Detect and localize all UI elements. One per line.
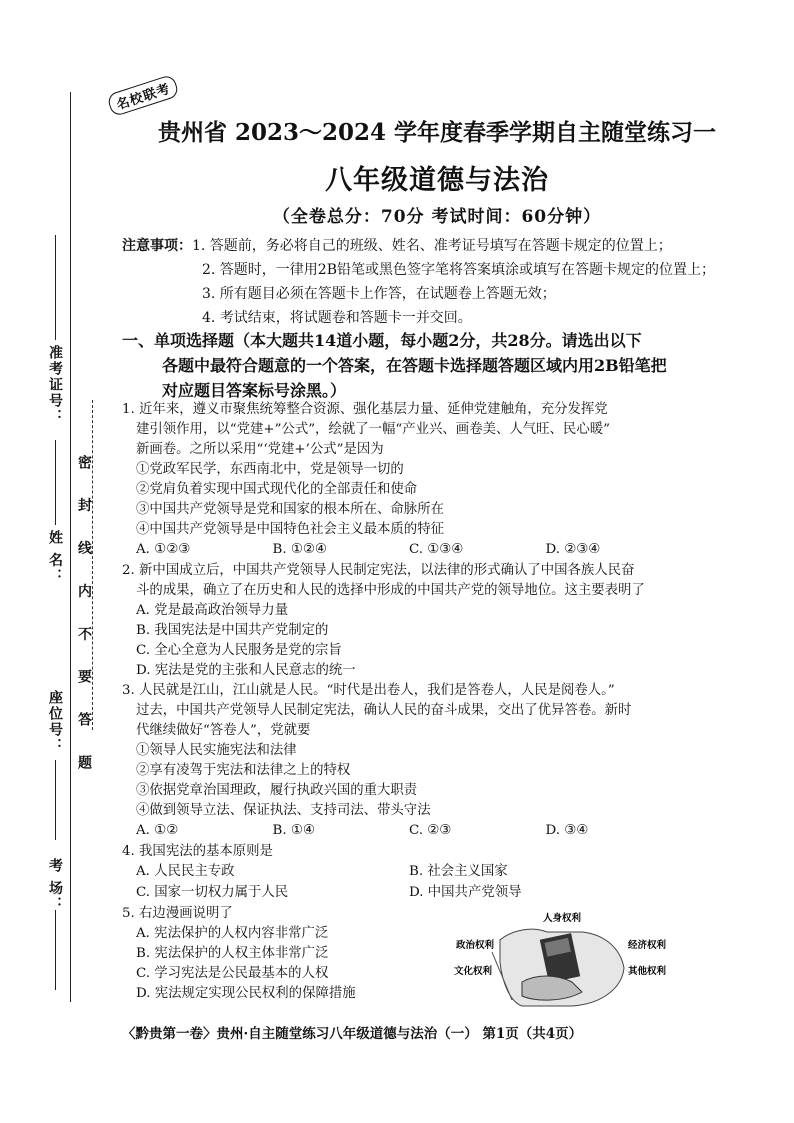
choice-d: D. 宪法规定实现公民权利的保障措施 — [136, 986, 356, 1001]
page-footer: 〈黔贵第一卷〉贵州·自主随堂练习八年级道德与法治（一） 第1页（共4页） — [122, 1026, 583, 1042]
rights-cartoon — [452, 912, 677, 1008]
choice-d: D. 中国共产党领导 — [409, 885, 522, 900]
cartoon-label-right2: 其他权利 — [628, 966, 667, 977]
choice-b: B. 我国宪法是中国共产党制定的 — [136, 623, 329, 638]
choice-d: D. ②③④ — [545, 542, 601, 557]
section-heading — [122, 328, 722, 403]
answer-choices — [122, 862, 682, 883]
question-stem: 过去，中国共产党领导人民制定宪法，确认人民的奋斗成果，交出了优异答卷。新时 — [136, 703, 632, 718]
question-stem: 新画卷。之所以采用“‘党建+’公式”是因为 — [136, 442, 384, 457]
choice-a: A. ①②③ — [136, 542, 191, 557]
binding-line-outer — [70, 92, 71, 1002]
room-label: 考 场： — [47, 858, 63, 913]
choice-b: B. 社会主义国家 — [409, 864, 508, 879]
choice-b: B. ①④ — [272, 823, 315, 838]
note-item: 1. 答题前，务必将自己的班级、姓名、准考证号填写在答题卡规定的位置上； — [192, 238, 672, 254]
exam-title: 贵州省 2023～2024 学年度春季学期自主随堂练习一 — [157, 119, 717, 146]
choice-a: A. 宪法保护的人权内容非常广泛 — [136, 926, 329, 941]
choice-a: A. ①② — [136, 823, 179, 838]
notes-heading: 注意事项： — [122, 238, 192, 254]
note-item: 4. 考试结束，将试题卷和答题卡一并交回。 — [202, 310, 472, 326]
seal-notice: 密 封 线 内 不 要 答 题 — [76, 455, 92, 782]
statement: ②党肩负着实现中国式现代化的全部责任和使命 — [136, 482, 418, 497]
section-line: 一、单项选择题（本大题共14道小题，每小题2分，共28分。请选出以下 — [122, 331, 642, 350]
question-stem: 4. 我国宪法的基本原则是 — [122, 844, 273, 859]
cartoon-label-top: 人身权利 — [542, 913, 582, 924]
question-3 — [122, 681, 682, 842]
choice-d: D. ③④ — [545, 823, 589, 838]
seat-line — [55, 760, 56, 840]
choice-b: B. 宪法保护的人权主体非常广泛 — [136, 946, 329, 961]
choice-d: D. 宪法是党的主张和人民意志的统一 — [136, 663, 356, 678]
question-2 — [122, 561, 682, 681]
section-line: 对应题目答案标号涂黑。） — [162, 381, 347, 400]
joint-exam-badge: 名校联考 — [106, 74, 180, 118]
question-stem: 斗的成果，确立了在历史和人民的选择中形成的中国共产党的领导地位。这主要表明了 — [136, 583, 645, 598]
cartoon-label-right1: 经济权利 — [628, 940, 667, 951]
exam-info: （全卷总分：70分 考试时间：60分钟） — [272, 207, 602, 227]
question-4 — [122, 842, 682, 904]
statement: ③依据党章治国理政，履行执政兴国的重大职责 — [136, 783, 418, 798]
statement: ③中国共产党领导是党和国家的根本所在、命脉所在 — [136, 502, 444, 517]
answer-choices — [122, 821, 682, 842]
statement: ②享有凌驾于宪法和法律之上的特权 — [136, 763, 351, 778]
note-item: 3. 所有题目必须在答题卡上作答，在试题卷上答题无效； — [202, 286, 556, 302]
exam-no-line — [55, 235, 56, 340]
question-stem: 5. 右边漫画说明了 — [122, 906, 233, 921]
choice-c: C. ①③④ — [409, 542, 464, 557]
room-line — [55, 910, 56, 990]
statement: ④中国共产党领导是中国特色社会主义最本质的特征 — [136, 522, 444, 537]
choice-a: A. 党是最高政治领导力量 — [136, 603, 289, 618]
question-stem: 2. 新中国成立后，中国共产党领导人民制定宪法，以法律的形式确认了中国各族人民奋 — [122, 563, 635, 578]
name-line — [55, 440, 56, 525]
cartoon-drawing — [452, 912, 677, 1008]
exam-subject: 八年级道德与法治 — [325, 165, 549, 196]
choice-c: C. 国家一切权力属于人民 — [136, 885, 289, 900]
question-stem: 1. 近年来，遵义市聚焦统筹整合资源、强化基层力量、延伸党建触角，充分发挥党 — [122, 402, 608, 417]
question-1 — [122, 400, 682, 561]
choice-c: C. 学习宪法是公民最基本的人权 — [136, 966, 329, 981]
answer-choices — [122, 540, 682, 561]
statement: ①领导人民实施宪法和法律 — [136, 743, 297, 758]
statement: ①党政军民学，东西南北中，党是领导一切的 — [136, 462, 404, 477]
choice-a: A. 人民民主专政 — [136, 864, 235, 879]
name-label: 姓 名： — [47, 530, 63, 585]
cartoon-label-left1: 政治权利 — [456, 940, 495, 951]
question-stem: 代继续做好“答卷人”，党就要 — [136, 723, 311, 738]
statement: ④做到领导立法、保证执法、支持司法、带头守法 — [136, 803, 431, 818]
notes-block — [122, 234, 715, 330]
note-item: 2. 答题时，一律用2B铅笔或黑色签字笔将答案填涂或填写在答题卡规定的位置上； — [202, 262, 716, 278]
cartoon-label-left2: 文化权利 — [454, 966, 493, 977]
choice-c: C. 全心全意为人民服务是党的宗旨 — [136, 643, 342, 658]
seat-label: 座位号： — [47, 690, 63, 754]
question-stem: 3. 人民就是江山，江山就是人民。“时代是出卷人，我们是答卷人，人民是阅卷人。” — [122, 683, 615, 698]
section-line: 各题中最符合题意的一个答案，在答题卡选择题答题区域内用2B铅笔把 — [162, 356, 667, 375]
question-stem: 建引领作用，以“党建+”公式”，绘就了一幅“产业兴、画卷美、人气旺、民心暖” — [136, 422, 610, 437]
choice-c: C. ②③ — [409, 823, 452, 838]
exam-no-label: 准考证号： — [47, 345, 63, 425]
answer-choices — [122, 883, 682, 904]
choice-b: B. ①②④ — [272, 542, 327, 557]
